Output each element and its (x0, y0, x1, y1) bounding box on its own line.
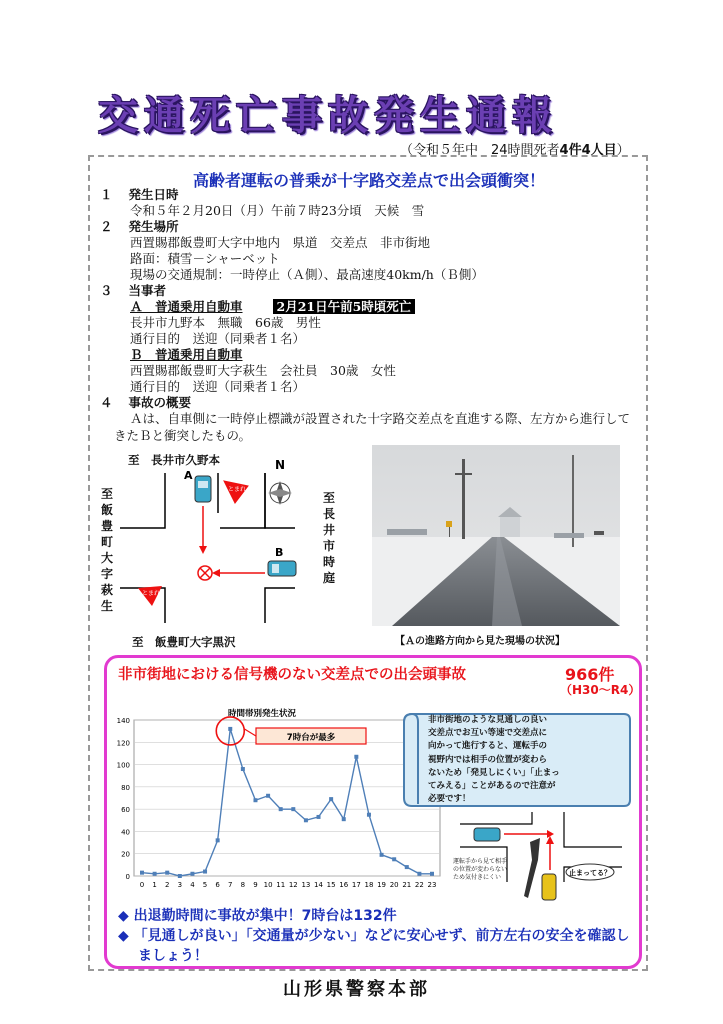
x-tick-label: 23 (427, 881, 437, 889)
data-point (190, 872, 194, 876)
x-tick-label: 16 (339, 881, 349, 889)
road-edge (120, 473, 165, 528)
x-tick-label: 20 (389, 881, 399, 889)
car-a-label: A (184, 469, 193, 482)
y-tick-label: 100 (116, 761, 130, 770)
party-a-title: Ａ 普通乗用自動車 (130, 299, 243, 314)
x-tick-label: 14 (314, 881, 323, 889)
headline: 高齢者運転の普乗が十字路交差点で出会頭衝突！ (192, 171, 545, 190)
page-title: 交通死亡事故発生通報 (98, 92, 558, 139)
datetime: 令和５年２月20日（月）午前７時23分頃 天候 雪 (130, 203, 425, 218)
data-point (417, 872, 421, 876)
party-b-title: Ｂ 普通乗用自動車 (130, 347, 243, 362)
mini-car-bottom (542, 874, 556, 900)
x-tick-label: 0 (139, 881, 145, 889)
data-point (430, 872, 434, 876)
arrow-left-icon (212, 569, 220, 577)
data-point (279, 807, 283, 811)
x-tick-label: 6 (215, 881, 220, 889)
dir-bottom: 至 飯豊町大字黒沢 (132, 635, 236, 649)
data-point (241, 767, 245, 771)
x-tick-label: 19 (377, 881, 387, 889)
diamond-icon: ◆ (118, 908, 129, 924)
road-surface: 路面：積雪－シャーベット (130, 251, 280, 266)
data-point (367, 813, 371, 817)
arrow-down-icon (199, 546, 207, 554)
x-tick-label: 4 (190, 881, 195, 889)
x-tick-label: 8 (240, 881, 246, 889)
y-tick-label: 60 (121, 806, 130, 815)
north-label: N (274, 458, 286, 472)
x-tick-label: 5 (202, 881, 208, 889)
x-tick-label: 15 (326, 881, 336, 889)
bullet-2: ◆ 「見通しが良い」「交通量が少ない」などに安心せず、前方左右の安全を確認しましょう！ (118, 928, 630, 964)
x-tick-label: 9 (253, 881, 258, 889)
svg-text:止まってる？: 止まってる？ (569, 869, 611, 877)
section-3: ３ 当事者 Ａ 普通乗用自動車 2月21日午前5時頃死亡 長井市九野本 無職 66歳 男性 通行目的 送迎（同乗者１名） Ｂ 普通乗用自動車 西置賜郡飯豊町大字萩生 会社員 30歳 女性 通行目的 送迎（同乗者１名） (100, 283, 415, 395)
x-tick-label: 13 (301, 881, 311, 889)
data-point (153, 872, 157, 876)
death-count: 4件4人目 (559, 143, 617, 158)
accident-summary: Ａは、自車側に一時停止標識が設置された十字路交差点を直進する際、左方から進行してきたＢと衝突したもの。 (114, 411, 631, 443)
y-tick-label: 40 (121, 828, 130, 837)
arrow-right-icon (547, 830, 554, 838)
x-tick-label: 10 (263, 881, 273, 889)
annotation-text: 7時台が最多 (286, 733, 336, 743)
x-tick-label: 1 (152, 881, 157, 889)
data-point (405, 865, 409, 869)
diamond-icon: ◆ (118, 928, 129, 944)
data-point (380, 853, 384, 857)
party-b-purpose: 通行目的 送迎（同乗者１名） (130, 379, 306, 394)
data-point (165, 871, 169, 875)
dir-right: 至長井市時庭 (322, 491, 335, 585)
x-tick-label: 22 (414, 881, 424, 889)
stats-period: （H30～R4） (560, 683, 641, 697)
y-tick-label: 80 (121, 783, 130, 792)
y-tick-label: 140 (116, 717, 130, 725)
year-death-count: （令和５年中 24時間死者4件4人目） (400, 143, 630, 158)
section-4-head: ４ 事故の概要 (100, 395, 192, 410)
data-point (203, 870, 207, 874)
y-tick-label: 0 (125, 873, 130, 881)
scene-photo (372, 445, 620, 626)
data-point (228, 727, 232, 731)
road-edge (265, 588, 295, 623)
section-1-head: 発生日時 (128, 187, 179, 202)
x-tick-label: 11 (276, 881, 286, 889)
car-b-label: B (275, 546, 284, 559)
death-date: 2月21日午前5時頃死亡 (273, 299, 416, 314)
photo-caption: 【Ａの進路方向から見た現場の状況】 (395, 636, 565, 647)
mini-car-left (474, 828, 500, 841)
data-point (216, 838, 220, 842)
x-tick-label: 7 (228, 881, 233, 889)
data-point (266, 794, 270, 798)
dir-top: 至 長井市久野本 (128, 453, 220, 467)
svg-text:とまれ: とまれ (227, 486, 247, 493)
pointer-icon (524, 838, 540, 898)
y-tick-label: 20 (121, 850, 130, 859)
data-point (317, 815, 321, 819)
data-point (140, 871, 144, 875)
party-a-purpose: 通行目的 送迎（同乗者１名） (130, 331, 306, 346)
party-a-info: 長井市九野本 無職 66歳 男性 (130, 315, 321, 330)
x-tick-label: 3 (177, 881, 183, 889)
data-point (291, 807, 295, 811)
chart-title: 時間帯別発生状況 (228, 709, 297, 719)
car-b-window (272, 564, 279, 573)
bullet-1: ◆ 出退勤時間に事故が集中！7時台は132件 (118, 908, 397, 924)
data-point (178, 874, 182, 878)
section-1: １ 発生日時 令和５年２月20日（月）午前７時23分頃 天候 雪 (100, 187, 425, 218)
car-a-window (198, 481, 208, 488)
x-tick-label: 2 (164, 881, 170, 889)
note-text: 非市街地のような見通しの良い 交差点でお互い等速で交差点に 向かって進行すると、運転手の 視野内では相手の位置が変わら ないため「発見しにくい」「止まっ てみえる」ことがあるので注意が 必要です！ (428, 715, 560, 805)
x-tick-label: 18 (364, 881, 374, 889)
party-b-info: 西置賜郡飯豊町大字萩生 会社員 30歳 女性 (130, 363, 396, 378)
data-point (392, 857, 396, 861)
x-tick-label: 17 (351, 881, 361, 889)
stats-count: 966件 (565, 665, 615, 684)
x-tick-label: 12 (288, 881, 298, 889)
data-point (342, 817, 346, 821)
y-tick-label: 120 (116, 739, 130, 748)
mini-caption: 運転手から見て相手 の位置が変わらない ため気付きにくい (453, 858, 508, 881)
data-point (304, 818, 308, 822)
dir-left: 至飯豊町大字萩生 (100, 487, 113, 613)
x-tick-label: 21 (402, 881, 412, 889)
traffic-regulation: 現場の交通規制：一時停止（Ａ側）、最高速度40km/h（Ｂ側） (130, 267, 484, 282)
footer-issuer: 山形県警察本部 (283, 979, 430, 1000)
data-point (354, 755, 358, 759)
stats-title: 非市街地における信号機のない交差点での出会頭事故 (118, 667, 466, 683)
section-2: ２ 発生場所 西置賜郡飯豊町大字中地内 県道 交差点 非市街地 路面：積雪－シャーベット 現場の交通規制：一時停止（Ａ側）、最高速度40km/h（Ｂ側） (100, 219, 484, 282)
svg-text:とまれ: とまれ (141, 590, 161, 597)
data-point (253, 798, 257, 802)
location: 西置賜郡飯豊町大字中地内 県道 交差点 非市街地 (130, 235, 431, 250)
data-point (329, 797, 333, 801)
car-a (195, 476, 211, 502)
